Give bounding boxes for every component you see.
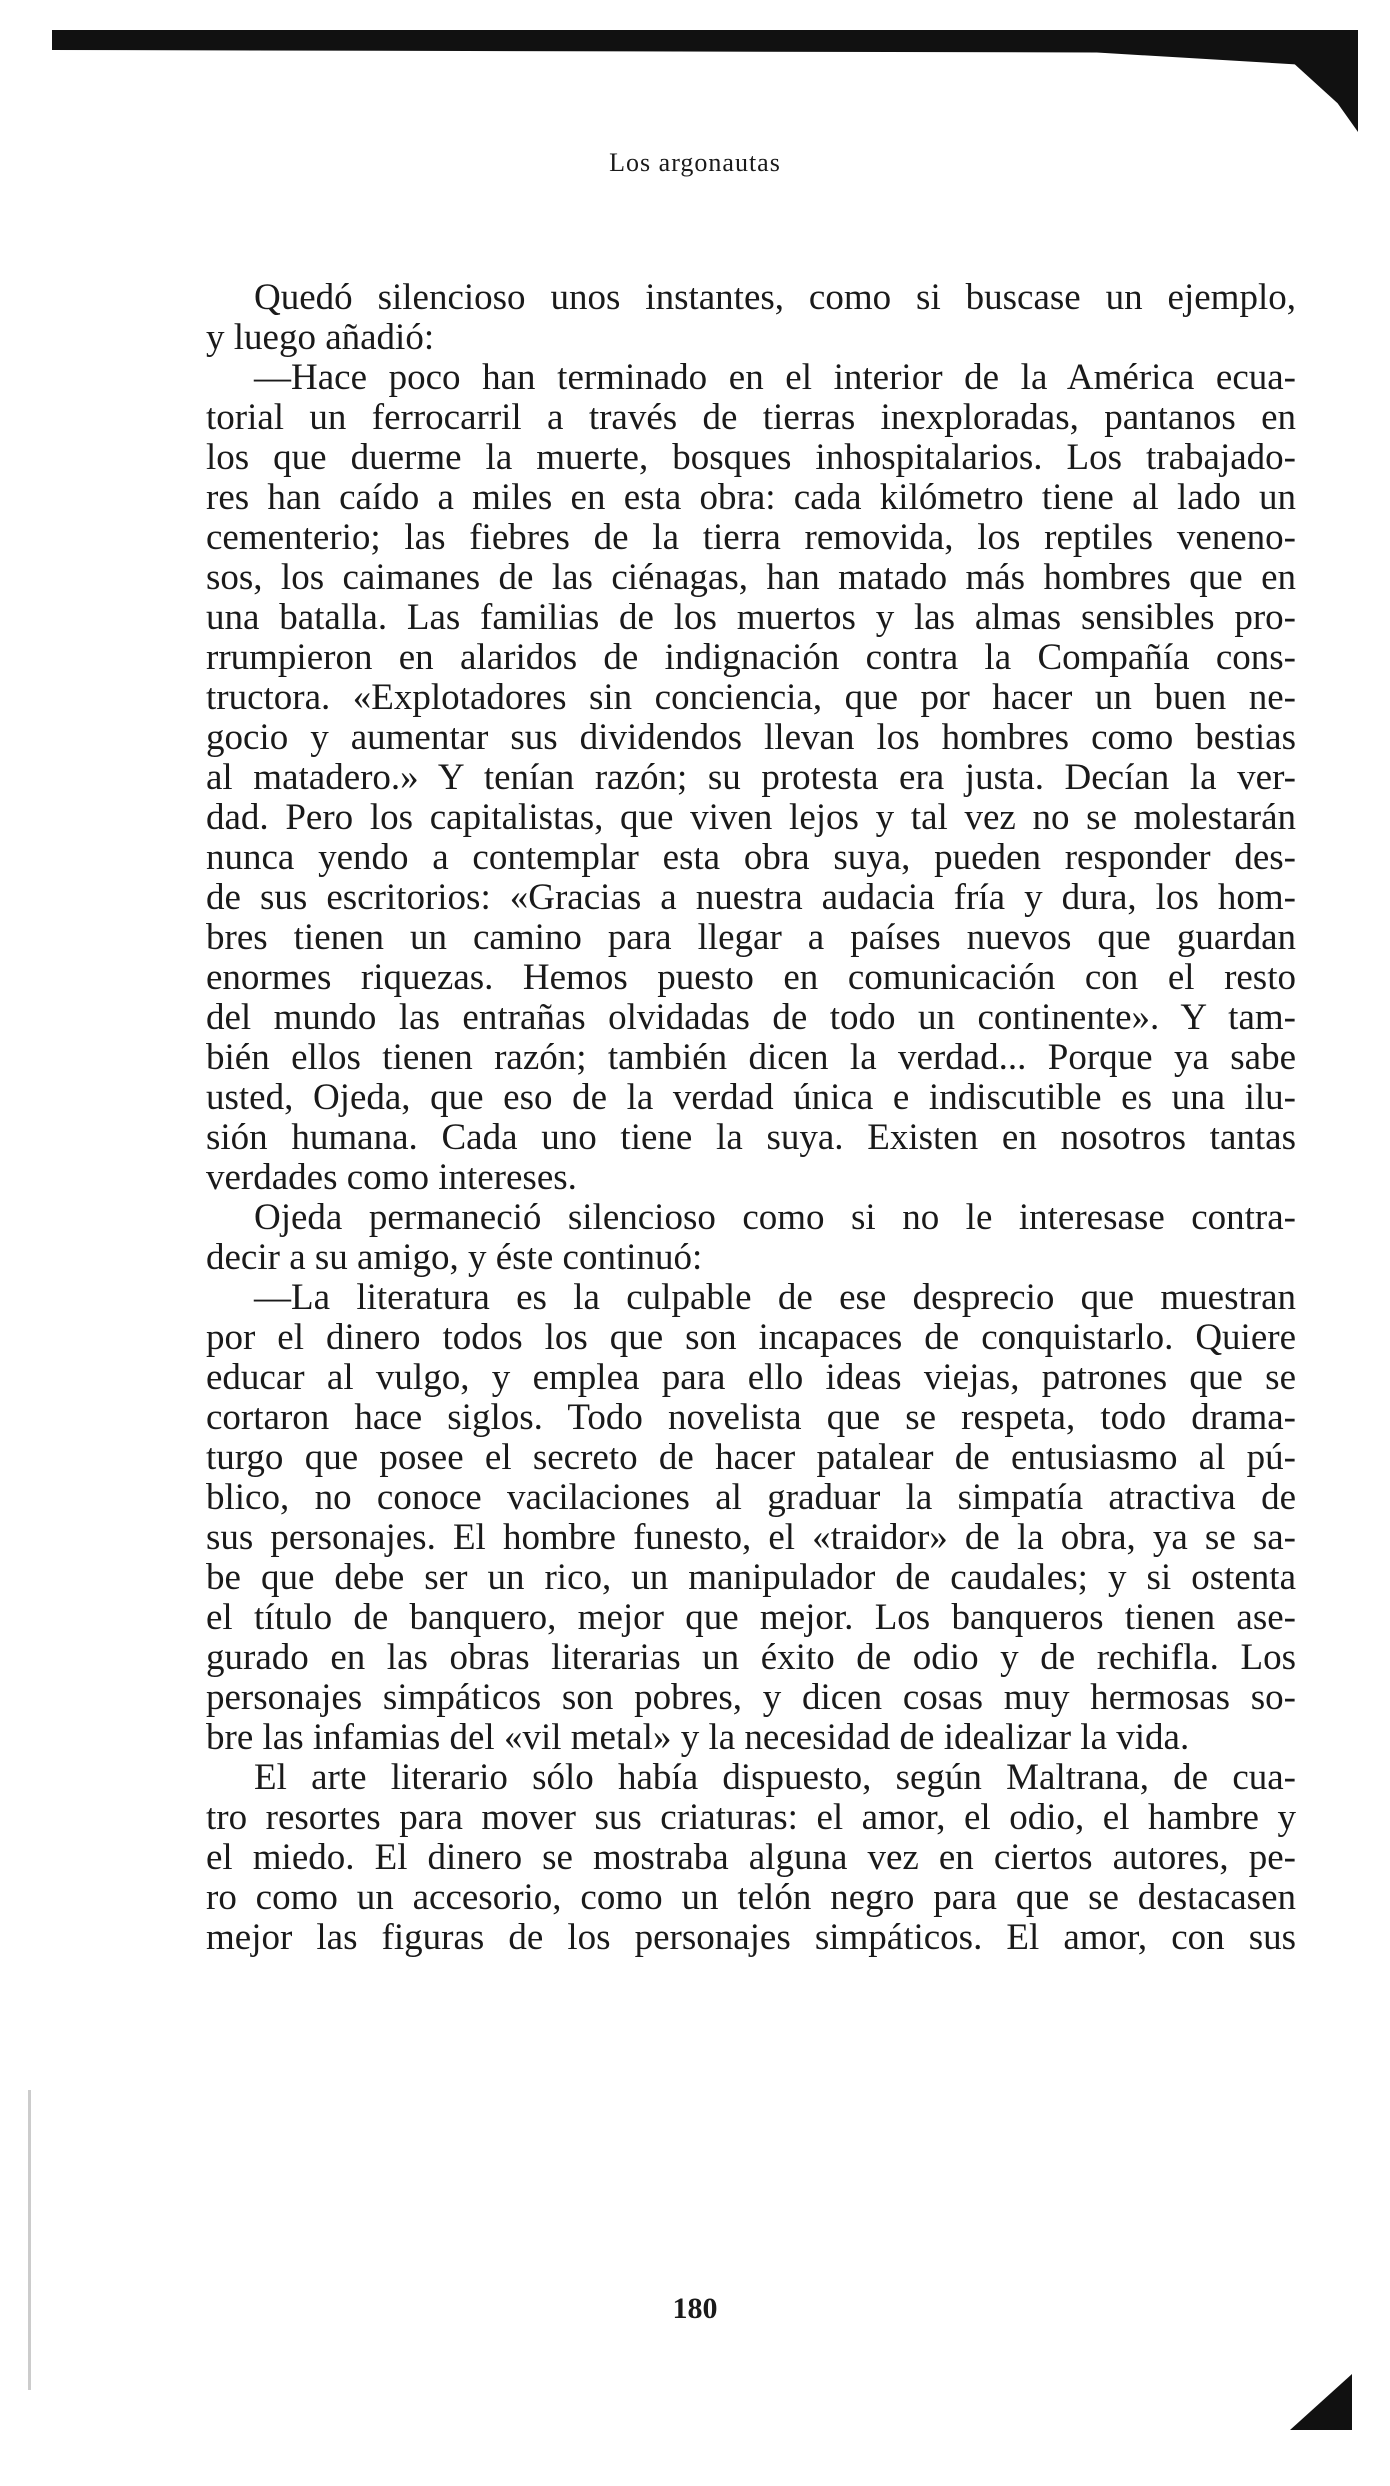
scan-edge-shadow	[28, 2090, 31, 2390]
text-line: gocio y aumentar sus dividendos llevan los hombres como bestias	[206, 717, 1296, 758]
text-line: por el dinero todos los que son incapaces de conquistarlo. Quiere	[206, 1317, 1296, 1358]
text-line: sos, los caimanes de las ciénagas, han matado más hombres que en	[206, 557, 1296, 598]
text-line: tructora. «Explotadores sin conciencia, que por hacer un buen ne-	[206, 677, 1296, 718]
text-line: sus personajes. El hombre funesto, el «traidor» de la obra, ya se sa-	[206, 1517, 1296, 1558]
text-line: torial un ferrocarril a través de tierras inexploradas, pantanos en	[206, 397, 1296, 438]
page-body	[206, 278, 1296, 1958]
corner-scan-mark	[1290, 2374, 1352, 2430]
text-line: res han caído a miles en esta obra: cada kilómetro tiene al lado un	[206, 477, 1296, 518]
text-line: usted, Ojeda, que eso de la verdad única e indiscutible es una ilu-	[206, 1077, 1296, 1118]
text-line: gurado en las obras literarias un éxito de odio y de rechifla. Los	[206, 1637, 1296, 1678]
text-line: decir a su amigo, y éste continuó:	[206, 1237, 703, 1278]
top-scan-bar	[52, 30, 1358, 80]
text-line: el miedo. El dinero se mostraba alguna vez en ciertos autores, pe-	[206, 1837, 1296, 1878]
text-line: educar al vulgo, y emplea para ello ideas viejas, patrones que se	[206, 1357, 1296, 1398]
text-line: bién ellos tienen razón; también dicen la verdad... Porque ya sabe	[206, 1037, 1296, 1078]
text-line: una batalla. Las familias de los muertos y las almas sensibles pro-	[206, 597, 1296, 638]
text-line: verdades como intereses.	[206, 1157, 577, 1198]
text-line: al matadero.» Y tenían razón; su protesta era justa. Decían la ver-	[206, 757, 1296, 798]
text-line: be que debe ser un rico, un manipulador de caudales; y si ostenta	[206, 1557, 1296, 1598]
text-line: enormes riquezas. Hemos puesto en comunicación con el resto	[206, 957, 1296, 998]
text-line: cementerio; las fiebres de la tierra removida, los reptiles veneno-	[206, 517, 1296, 558]
text-line: El arte literario sólo había dispuesto, según Maltrana, de cua-	[254, 1757, 1296, 1798]
top-scan-bar-tail	[1290, 60, 1358, 132]
text-line: de sus escritorios: «Gracias a nuestra audacia fría y dura, los hom-	[206, 877, 1296, 918]
running-title: Los argonautas	[609, 148, 781, 177]
text-line: blico, no conoce vacilaciones al graduar la simpatía atractiva de	[206, 1477, 1296, 1518]
text-line: turgo que posee el secreto de hacer patalear de entusiasmo al pú-	[206, 1437, 1296, 1478]
text-line: el título de banquero, mejor que mejor. Los banqueros tienen ase-	[206, 1597, 1296, 1638]
text-line: Quedó silencioso unos instantes, como si buscase un ejemplo,	[254, 277, 1296, 318]
text-line: sión humana. Cada uno tiene la suya. Existen en nosotros tantas	[206, 1117, 1296, 1158]
text-line: del mundo las entrañas olvidadas de todo un continente». Y tam-	[206, 997, 1296, 1038]
text-line: tro resortes para mover sus criaturas: el amor, el odio, el hambre y	[206, 1797, 1296, 1838]
text-line: dad. Pero los capitalistas, que viven lejos y tal vez no se molestarán	[206, 797, 1296, 838]
text-line: mejor las figuras de los personajes simpáticos. El amor, con sus	[206, 1917, 1296, 1958]
text-line: —Hace poco han terminado en el interior de la América ecua-	[254, 357, 1296, 398]
text-line: rrumpieron en alaridos de indignación contra la Compañía cons-	[206, 637, 1296, 678]
page-number: 180	[672, 2292, 718, 2325]
text-line: Ojeda permaneció silencioso como si no le interesase contra-	[254, 1197, 1296, 1238]
text-line: bre las infamias del «vil metal» y la necesidad de idealizar la vida.	[206, 1717, 1190, 1758]
text-line: bres tienen un camino para llegar a países nuevos que guardan	[206, 917, 1296, 958]
text-line: cortaron hace siglos. Todo novelista que se respeta, todo drama-	[206, 1397, 1296, 1438]
text-line: los que duerme la muerte, bosques inhospitalarios. Los trabajado-	[206, 437, 1296, 478]
text-line: ro como un accesorio, como un telón negro para que se destacasen	[206, 1877, 1296, 1918]
text-line: nunca yendo a contemplar esta obra suya, pueden responder des-	[206, 837, 1296, 878]
text-line: —La literatura es la culpable de ese desprecio que muestran	[254, 1277, 1296, 1318]
text-line: personajes simpáticos son pobres, y dicen cosas muy hermosas so-	[206, 1677, 1296, 1718]
text-line: y luego añadió:	[206, 317, 435, 358]
